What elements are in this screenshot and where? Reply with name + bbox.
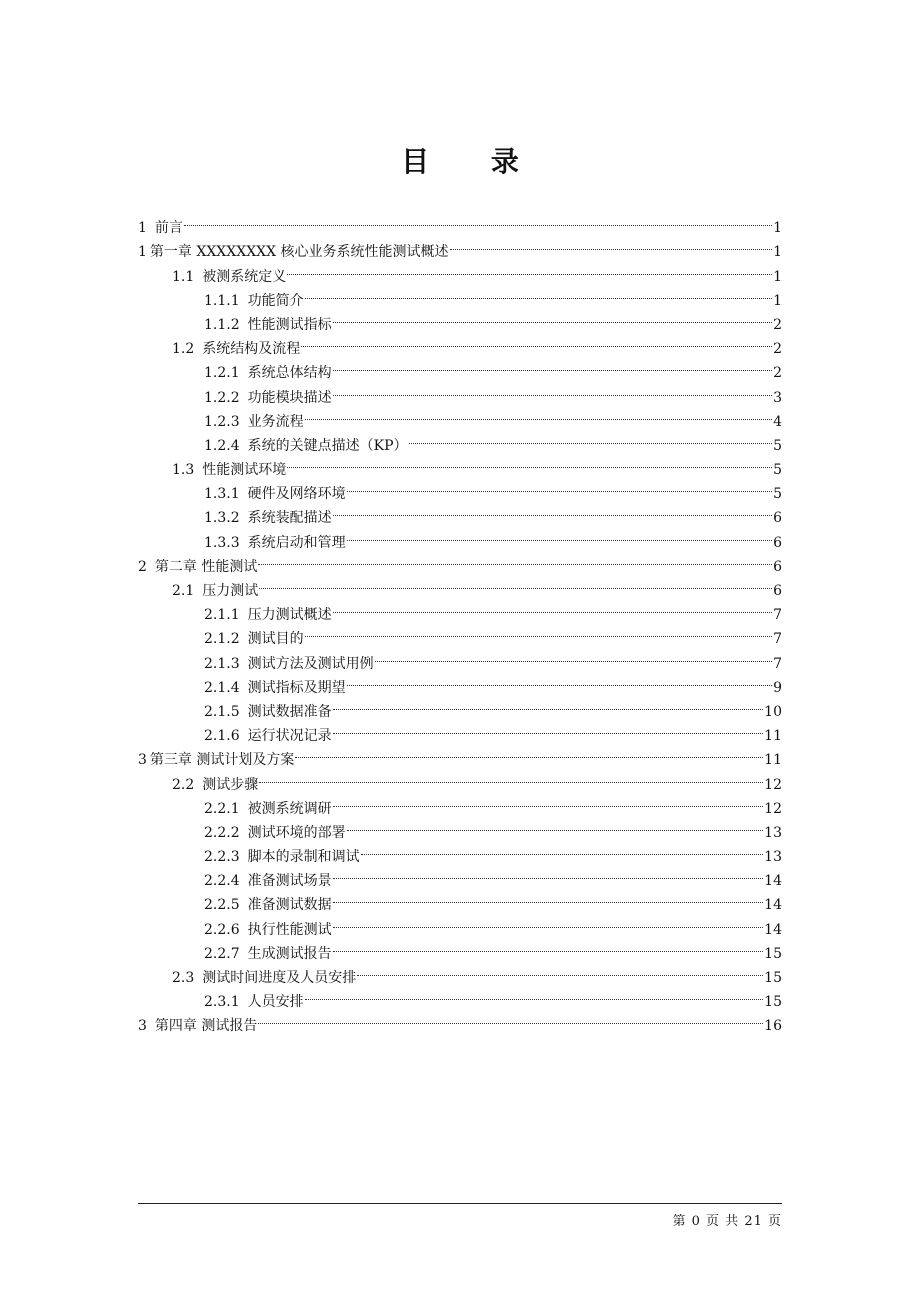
toc-entry-title: 脚本的录制和调试 bbox=[247, 849, 360, 866]
toc-dot-leader bbox=[295, 740, 763, 764]
toc-entry-page: 1 bbox=[773, 220, 782, 237]
toc-entry-title: 系统启动和管理 bbox=[247, 534, 346, 551]
toc-dot-leader bbox=[333, 934, 764, 958]
toc-dot-leader bbox=[333, 305, 772, 329]
toc-entry-page: 14 bbox=[764, 921, 782, 938]
toc-entry-page: 12 bbox=[764, 800, 782, 817]
toc-dot-leader bbox=[305, 402, 772, 426]
toc-entry-title: 执行性能测试 bbox=[247, 921, 332, 938]
toc-entry-title: 测试环境的部署 bbox=[247, 824, 346, 841]
toc-entry[interactable] bbox=[138, 208, 782, 237]
toc-entry-page: 15 bbox=[764, 994, 782, 1011]
toc-entry-number: 2.2.6 bbox=[204, 921, 240, 938]
toc-entry-title: 测试指标及期望 bbox=[247, 679, 346, 696]
toc-dot-leader bbox=[258, 547, 772, 571]
toc-dot-leader bbox=[301, 329, 772, 353]
toc-entry-page: 7 bbox=[773, 607, 782, 624]
toc-dot-leader bbox=[333, 595, 772, 619]
toc-entry-title: 硬件及网络环境 bbox=[247, 486, 346, 503]
toc-entry-number: 1.1.1 bbox=[204, 292, 240, 309]
toc-entry-page: 4 bbox=[773, 413, 782, 430]
toc-entry-title: 被测系统调研 bbox=[247, 800, 332, 817]
toc-dot-leader bbox=[450, 232, 773, 256]
toc-entry-number: 2.3 bbox=[172, 970, 195, 986]
toc-entry-number: 2.2.7 bbox=[204, 945, 240, 962]
toc-entry-number: 1.3.1 bbox=[204, 486, 240, 503]
toc-dot-leader bbox=[333, 716, 764, 740]
toc-dot-leader bbox=[347, 474, 772, 498]
toc-entry-page: 7 bbox=[773, 655, 782, 672]
toc-entry-title: 运行状况记录 bbox=[247, 728, 332, 745]
toc-dot-leader bbox=[333, 377, 772, 401]
toc-entry-title: 测试数据准备 bbox=[247, 703, 332, 720]
toc-entry-page: 14 bbox=[764, 873, 782, 890]
toc-entry-page: 13 bbox=[764, 849, 782, 866]
table-of-contents bbox=[138, 208, 782, 1035]
toc-entry-page: 6 bbox=[773, 534, 782, 551]
toc-entry-number: 2.1.1 bbox=[204, 607, 240, 624]
toc-dot-leader bbox=[184, 208, 772, 232]
toc-entry-number: 2.2 bbox=[172, 776, 195, 793]
toc-entry-number: 1 bbox=[138, 244, 147, 261]
toc-entry-title: 测试步骤 bbox=[202, 776, 259, 793]
toc-entry-number: 2.1.6 bbox=[204, 728, 240, 745]
toc-entry-number: 2.1.3 bbox=[204, 655, 240, 672]
toc-dot-leader bbox=[259, 764, 763, 788]
toc-entry-page: 3 bbox=[773, 389, 782, 406]
toc-entry-title: 功能模块描述 bbox=[247, 389, 332, 406]
toc-entry-number: 2.1 bbox=[172, 583, 195, 599]
toc-entry-page: 2 bbox=[773, 341, 782, 358]
toc-entry-number: 2.2.4 bbox=[204, 873, 240, 890]
toc-dot-leader bbox=[305, 281, 772, 305]
toc-dot-leader bbox=[258, 1006, 763, 1030]
toc-entry-title: 系统结构及流程 bbox=[202, 341, 301, 358]
toc-entry-number: 1 bbox=[138, 220, 147, 237]
toc-entry-number: 2.2.5 bbox=[204, 897, 240, 914]
toc-entry[interactable] bbox=[138, 232, 782, 261]
toc-dot-leader bbox=[287, 450, 772, 474]
toc-entry-title: 业务流程 bbox=[247, 413, 304, 430]
toc-entry-title: 系统装配描述 bbox=[247, 510, 332, 527]
toc-entry-page: 6 bbox=[773, 510, 782, 527]
toc-entry-title: 第四章 测试报告 bbox=[154, 1018, 258, 1035]
toc-entry-page: 2 bbox=[773, 316, 782, 333]
toc-dot-leader bbox=[333, 885, 764, 909]
toc-dot-leader bbox=[333, 498, 772, 522]
toc-dot-leader bbox=[287, 256, 772, 280]
toc-entry-title: 测试方法及测试用例 bbox=[247, 655, 374, 672]
toc-entry-number: 2.2.1 bbox=[204, 800, 240, 817]
toc-entry-title: 测试目的 bbox=[247, 631, 304, 648]
toc-entry-page: 5 bbox=[773, 462, 782, 479]
toc-entry-page: 13 bbox=[764, 824, 782, 841]
toc-entry-number: 1.3.2 bbox=[204, 510, 240, 527]
toc-entry-number: 1.2.3 bbox=[204, 413, 240, 430]
toc-dot-leader bbox=[333, 353, 772, 377]
toc-entry-number: 2.3.1 bbox=[204, 994, 240, 1011]
toc-entry-title: 被测系统定义 bbox=[202, 268, 287, 285]
toc-entry-title: 第二章 性能测试 bbox=[154, 558, 258, 575]
toc-dot-leader bbox=[333, 692, 764, 716]
toc-dot-leader bbox=[361, 837, 764, 861]
toc-entry-title: 压力测试概述 bbox=[247, 607, 332, 624]
toc-entry-number: 1.2.2 bbox=[204, 389, 240, 406]
toc-entry-page: 1 bbox=[773, 268, 782, 285]
toc-entry-title: 生成测试报告 bbox=[247, 945, 332, 962]
toc-entry-number: 2.1.5 bbox=[204, 703, 240, 720]
toc-entry-number: 1.2.1 bbox=[204, 365, 240, 382]
toc-entry-page: 1 bbox=[773, 292, 782, 309]
page-number-footer: 第 0 页 共 21 页 bbox=[672, 1214, 782, 1229]
toc-entry-title: 功能简介 bbox=[247, 292, 304, 309]
toc-entry-number: 1.1.2 bbox=[204, 316, 240, 333]
toc-entry-page: 1 bbox=[773, 244, 782, 261]
toc-entry-number: 2.1.4 bbox=[204, 679, 240, 696]
toc-entry-page: 9 bbox=[773, 679, 782, 696]
toc-entry-number: 3 bbox=[138, 752, 147, 769]
toc-dot-leader bbox=[409, 426, 773, 450]
toc-entry-page: 12 bbox=[764, 776, 782, 793]
toc-entry-number: 1.2.4 bbox=[204, 437, 240, 454]
toc-entry-title: 第一章 XXXXXXXX 核心业务系统性能测试概述 bbox=[149, 244, 449, 261]
toc-entry-page: 11 bbox=[764, 752, 782, 769]
toc-entry-page: 14 bbox=[764, 897, 782, 914]
toc-entry-title: 系统总体结构 bbox=[247, 365, 332, 382]
toc-entry-page: 15 bbox=[764, 945, 782, 962]
page-title: 目 录 bbox=[401, 145, 545, 178]
toc-dot-leader bbox=[347, 813, 764, 837]
toc-entry-page: 10 bbox=[764, 703, 782, 720]
toc-entry-title: 第三章 测试计划及方案 bbox=[149, 752, 295, 769]
toc-entry-page: 5 bbox=[773, 437, 782, 454]
toc-entry-number: 1.2 bbox=[172, 341, 195, 358]
toc-dot-leader bbox=[347, 668, 772, 692]
toc-dot-leader bbox=[305, 982, 764, 1006]
toc-entry-page: 15 bbox=[764, 970, 782, 986]
toc-entry-page: 11 bbox=[764, 728, 782, 745]
toc-entry-number: 2.2.3 bbox=[204, 849, 240, 866]
toc-entry-number: 1.3.3 bbox=[204, 534, 240, 551]
toc-entry-title: 准备测试数据 bbox=[247, 897, 332, 914]
toc-entry-number: 2 bbox=[138, 558, 147, 575]
toc-entry-title: 测试时间进度及人员安排 bbox=[202, 970, 357, 986]
toc-entry-title: 性能测试指标 bbox=[247, 316, 332, 333]
toc-entry-title: 准备测试场景 bbox=[247, 873, 332, 890]
toc-dot-leader bbox=[333, 789, 764, 813]
toc-entry-number: 2.1.2 bbox=[204, 631, 240, 648]
toc-entry-title: 系统的关键点描述（KP） bbox=[247, 437, 408, 454]
toc-entry-title: 前言 bbox=[154, 220, 183, 237]
toc-dot-leader bbox=[259, 571, 772, 595]
toc-entry-page: 5 bbox=[773, 486, 782, 503]
toc-entry-page: 7 bbox=[773, 631, 782, 648]
toc-dot-leader bbox=[375, 643, 772, 667]
toc-entry-page: 6 bbox=[773, 583, 782, 599]
footer-divider bbox=[138, 1203, 782, 1204]
toc-entry-page: 6 bbox=[773, 558, 782, 575]
toc-dot-leader bbox=[357, 958, 763, 982]
toc-dot-leader bbox=[333, 861, 764, 885]
toc-entry-page: 16 bbox=[764, 1018, 782, 1035]
toc-entry-number: 2.2.2 bbox=[204, 824, 240, 841]
toc-entry-title: 压力测试 bbox=[202, 583, 259, 599]
toc-entry-title: 人员安排 bbox=[247, 994, 304, 1011]
toc-entry-title: 性能测试环境 bbox=[202, 462, 287, 479]
toc-entry-number: 3 bbox=[138, 1018, 147, 1035]
toc-entry-number: 1.1 bbox=[172, 268, 195, 285]
toc-dot-leader bbox=[347, 522, 772, 546]
toc-dot-leader bbox=[305, 619, 772, 643]
toc-entry-number: 1.3 bbox=[172, 462, 195, 479]
toc-entry-page: 2 bbox=[773, 365, 782, 382]
toc-dot-leader bbox=[333, 909, 764, 933]
